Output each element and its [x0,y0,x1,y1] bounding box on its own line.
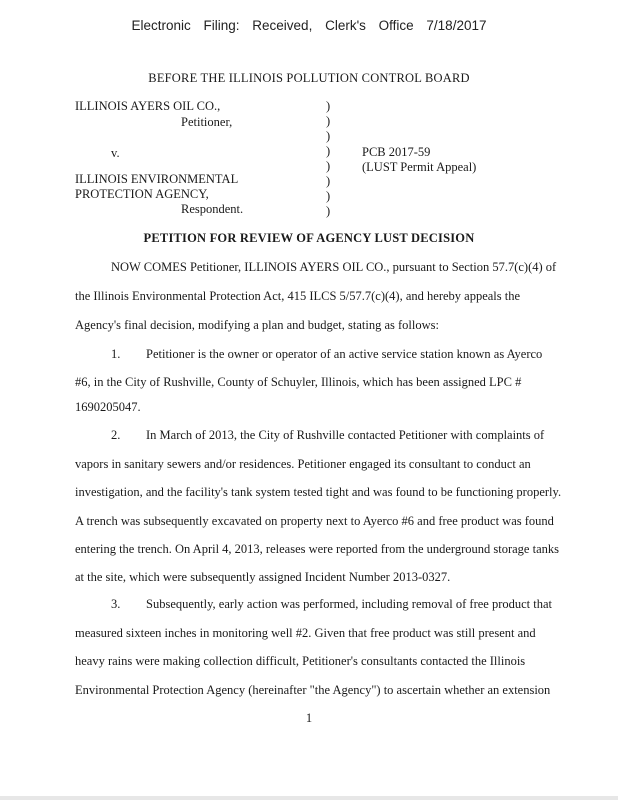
caption-paren: ) [326,159,331,173]
paragraph-number: 2. [111,428,121,442]
intro-line: Agency's final decision, modifying a plan and budget, stating as follows: [75,318,439,332]
paragraph-line: at the site, which were subsequently assigned Incident Number 2013-0327. [75,570,451,584]
petitioner-name: ILLINOIS AYERS OIL CO., [75,99,221,113]
versus-label: v. [111,146,120,160]
paragraph-line: Petitioner is the owner or operator of an active service station known as Ayerco [146,347,543,361]
paragraph-line: Environmental Protection Agency (hereinafter "the Agency") to ascertain whether an extension [75,683,551,697]
paragraph-line: #6, in the City of Rushville, County of Schuyler, Illinois, which has been assigned LPC # [75,375,522,389]
respondent-name-line-2: PROTECTION AGENCY, [75,187,209,201]
caption-paren: ) [326,174,331,188]
paragraph-line: In March of 2013, the City of Rushville contacted Petitioner with complaints of [146,428,545,442]
paragraph-line: heavy rains were making collection difficult, Petitioner's consultants contacted the Illinois [75,654,526,668]
intro-line: NOW COMES Petitioner, ILLINOIS AYERS OIL CO., pursuant to Section 57.7(c)(4) of [111,260,557,274]
paragraph-line: A trench was subsequently excavated on property next to Ayerco #6 and free product was found [75,514,554,528]
paragraph-line: entering the trench. On April 4, 2013, releases were reported from the underground storage tanks [75,542,559,556]
respondent-role: Respondent. [181,202,244,216]
scan-edge [0,796,618,800]
caption-paren: ) [326,99,331,113]
paragraph-line: measured sixteen inches in monitoring well #2. Given that free product was still present and [75,626,536,640]
case-number: PCB 2017-59 [362,145,431,159]
filing-stamp: Electronic Filing: Received, Clerk's Office 7/18/2017 [131,18,487,33]
paragraph-line: vapors in sanitary sewers and/or residences. Petitioner engaged its consultant to conduct an [75,457,531,471]
paragraph-number: 1. [111,347,121,361]
paragraph-line: investigation, and the facility's tank system tested tight and was found to be functioning properly. [75,485,562,499]
caption-paren: ) [326,189,331,203]
paragraph-line: Subsequently, early action was performed, including removal of free product that [146,597,552,611]
page-number: 1 [305,711,313,725]
caption-paren: ) [326,114,331,128]
caption-paren: ) [326,129,331,143]
caption-paren: ) [326,144,331,158]
petitioner-role: Petitioner, [181,115,233,129]
paragraph-line: 1690205047. [75,400,141,414]
intro-line: the Illinois Environmental Protection Act, 415 ILCS 5/57.7(c)(4), and hereby appeals the [75,289,521,303]
paragraph-number: 3. [111,597,121,611]
respondent-name-line-1: ILLINOIS ENVIRONMENTAL [75,172,239,186]
caption-paren: ) [326,204,331,218]
case-type: (LUST Permit Appeal) [362,160,477,174]
petition-title: PETITION FOR REVIEW OF AGENCY LUST DECISION [143,231,475,245]
board-title: BEFORE THE ILLINOIS POLLUTION CONTROL BOARD [148,71,470,85]
